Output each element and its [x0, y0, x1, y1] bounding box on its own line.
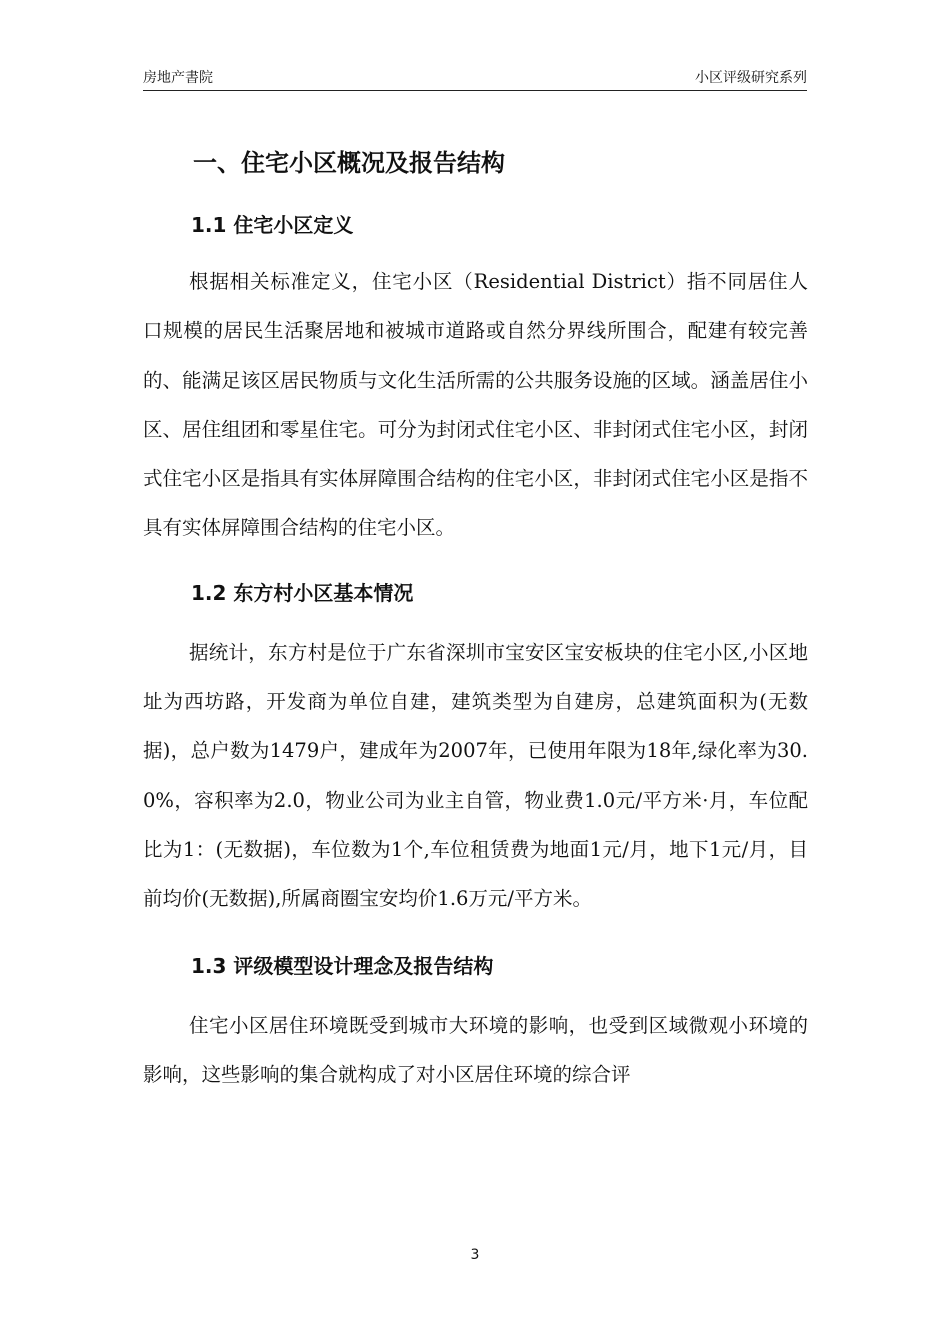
section-title: 一、住宅小区概况及报告结构: [193, 149, 505, 177]
page-content: [143, 138, 808, 1099]
paragraph-rating-model: 住宅小区居住环境既受到城市大环境的影响，也受到区域微观小环境的影响，这些影响的集合就构成了对小区居住环境的综合评: [143, 1013, 808, 1086]
header-series: 小区评级研究系列: [695, 70, 807, 86]
page-header: [143, 66, 807, 91]
page-number: 3: [470, 1247, 480, 1263]
paragraph-basic-info: 据统计，东方村是位于广东省深圳市宝安区宝安板块的住宅小区,小区地址为西坊路，开发商为单位自建，建筑类型为自建房，总建筑面积为(无数据)，总户数为1479户，建成年为2007年，已使用年限为18年,绿化率为30.0%，容积率为2.0，物业公司为业主自管，物业费1.0元/平方米·月，车位配比为1：(无数据)，车位数为1个,车位租赁费为地面1元/月，地下1元/月，目前均价(无数据),所属商圈宝安均价1.6万元/平方米。: [143, 640, 808, 911]
header-publisher: 房地产書院: [143, 70, 213, 86]
subsection-title-rating-model: 1.3 评级模型设计理念及报告结构: [191, 953, 494, 978]
paragraph-definition: 根据相关标准定义，住宅小区（Residential District）指不同居住人口规模的居民生活聚居地和被城市道路或自然分界线所围合，配建有较完善的、能满足该区居民物质与文化生活所需的公共服务设施的区域。涵盖居住小区、居住组团和零星住宅。可分为封闭式住宅小区、非封闭式住宅小区，封闭式住宅小区是指具有实体屏障围合结构的住宅小区，非封闭式住宅小区是指不具有实体屏障围合结构的住宅小区。: [143, 270, 808, 540]
subsection-title-basic-info: 1.2 东方村小区基本情况: [191, 580, 414, 605]
subsection-title-definition: 1.1 住宅小区定义: [191, 213, 354, 237]
